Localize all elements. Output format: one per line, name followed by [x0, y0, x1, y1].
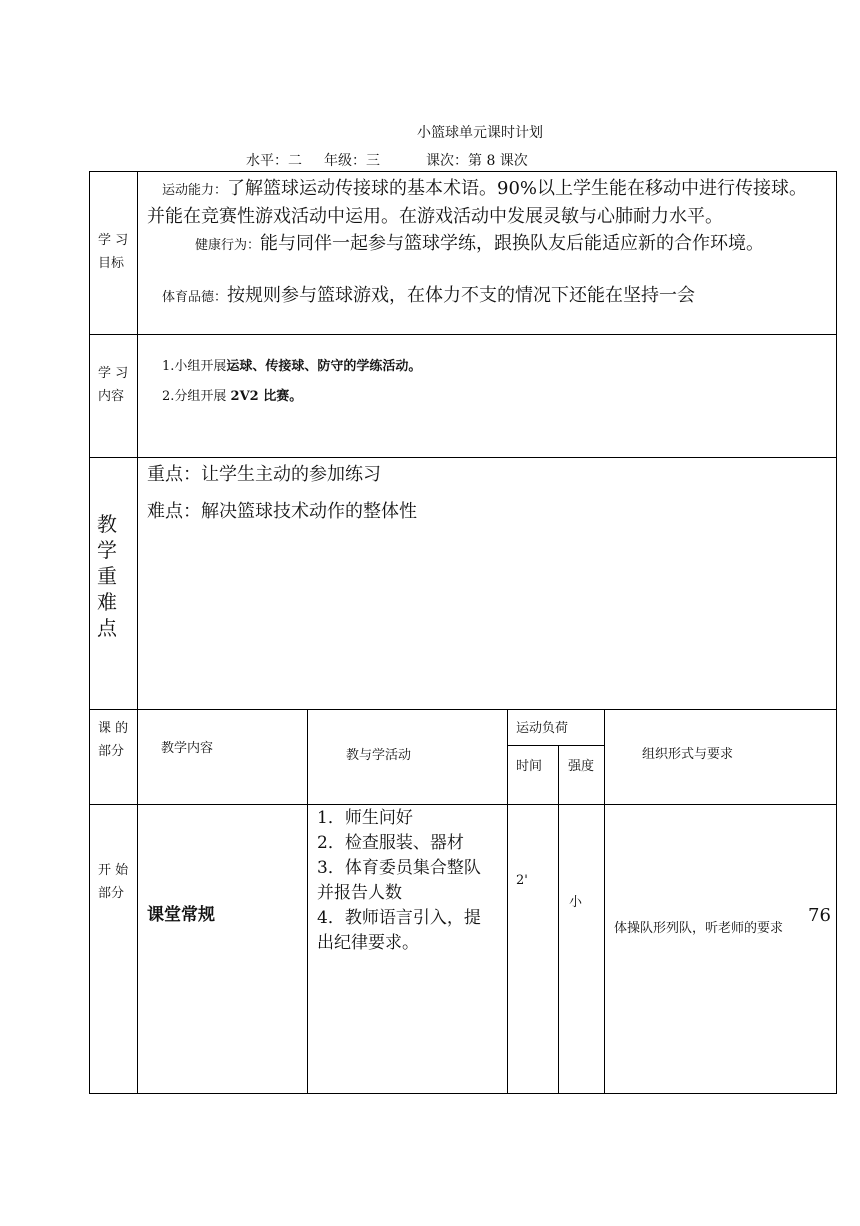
header-intensity: 强度	[568, 759, 595, 774]
content-label: 学 习 内容	[98, 366, 129, 404]
header-part: 课 的 部分	[98, 721, 129, 759]
difficulty-point: 难点：解决篮球技术动作的整体性	[147, 501, 417, 522]
list-item: 3．体育委员集合整队	[317, 858, 481, 878]
content-item-1: 1.小组开展运球、传接球、防守的学练活动。	[162, 359, 422, 374]
motor-ability-line: 运动能力：了解篮球运动传接球的基本术语。90%以上学生能在移动中进行传接球。	[162, 178, 808, 199]
lesson-label: 课次：第 8 课次	[426, 153, 528, 169]
header-activities: 教与学活动	[346, 748, 412, 763]
row-organization: 体操队形列队，听老师的要求	[614, 921, 784, 936]
list-item: 4．教师语言引入，提	[317, 908, 481, 928]
row-content: 课堂常规	[147, 905, 215, 925]
row-intensity: 小	[569, 895, 583, 910]
list-item: 1．师生问好	[317, 808, 413, 828]
page-number: 76	[808, 905, 831, 926]
document-title: 小篮球单元课时计划	[417, 125, 543, 141]
list-item: 2．检查服装、器材	[317, 833, 464, 853]
header-time: 时间	[516, 759, 543, 774]
motor-ability-line-2: 并能在竞赛性游戏活动中运用。在游戏活动中发展灵敏与心肺耐力水平。	[147, 206, 723, 227]
list-item: 并报告人数	[317, 883, 402, 903]
content-item-2: 2.分组开展 2V2 比赛。	[162, 389, 303, 404]
header-load: 运动负荷	[516, 721, 569, 736]
sports-ethics-line: 体育品德：按规则参与篮球游戏，在体力不支的情况下还能在坚持一会	[162, 285, 696, 306]
header-teaching-content: 教学内容	[161, 741, 214, 756]
row-time: 2'	[516, 873, 528, 888]
level-label: 水平：二	[246, 153, 302, 169]
focus-point: 重点：让学生主动的参加练习	[147, 464, 381, 485]
health-behavior-line: 健康行为：能与同伴一起参与篮球学练，跟换队友后能适应新的合作环境。	[195, 233, 765, 254]
list-item: 出纪律要求。	[317, 933, 419, 953]
key-points-label: 教 学 重 难 点	[97, 512, 117, 640]
row-part: 开 始 部分	[98, 863, 129, 901]
header-organization: 组织形式与要求	[642, 747, 734, 762]
objectives-label: 学 习 目标	[98, 233, 129, 271]
grade-label: 年级：三	[324, 153, 380, 169]
row-activities	[317, 806, 505, 956]
